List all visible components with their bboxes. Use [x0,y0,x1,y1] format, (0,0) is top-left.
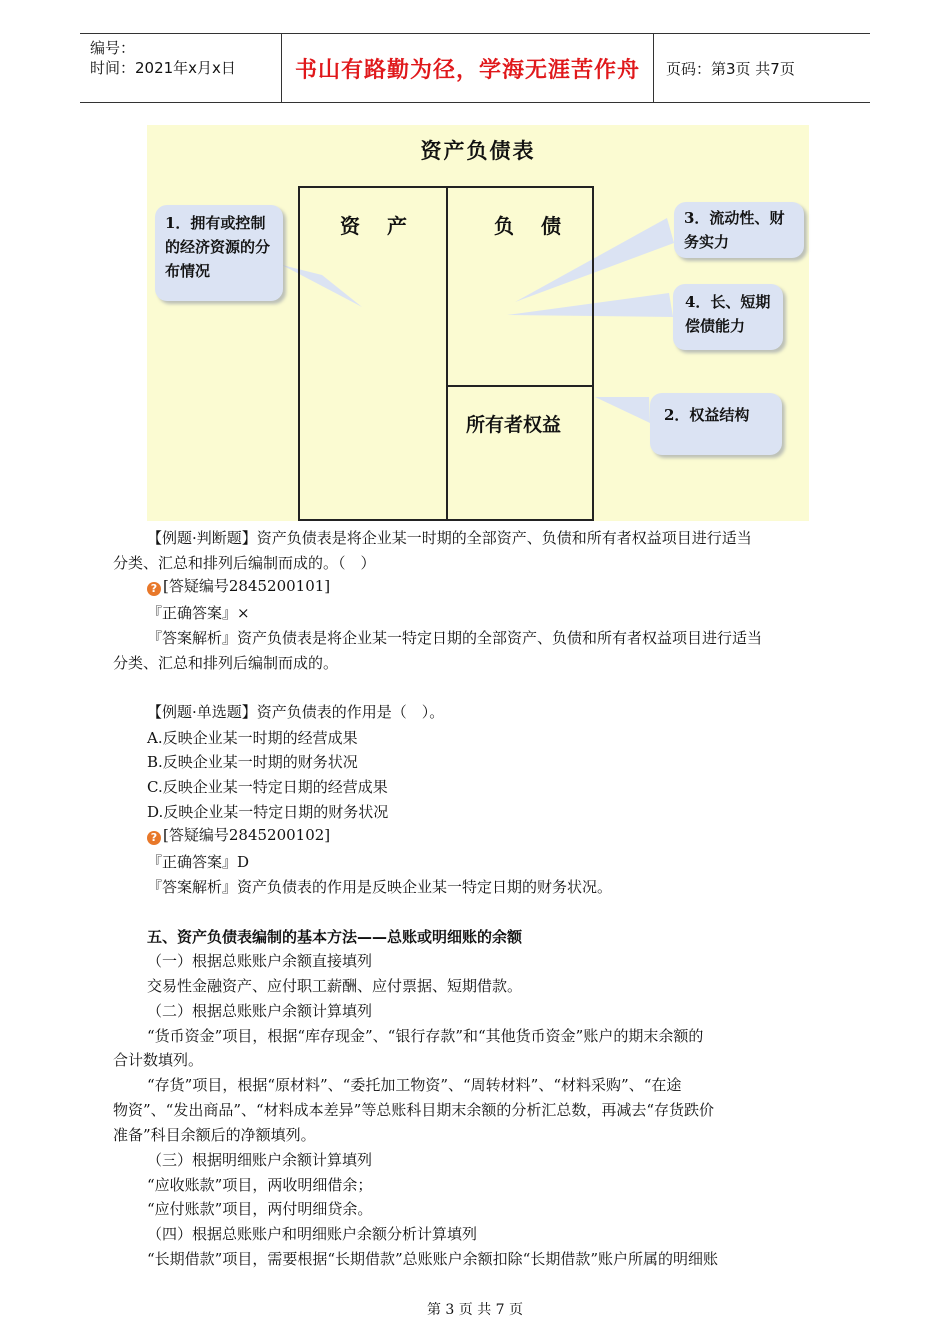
page-header [80,33,870,103]
q2-text: 【例题·单选题】资产负债表的作用是（ ）。 [147,703,445,721]
header-motto: 书山有路勤为径，学海无涯苦作舟 [282,34,654,102]
q2-code[interactable]: [答疑编号2845200102] [163,826,331,844]
subsection-4-line1: “长期借款”项目，需要根据“长期借款”总账账户余额扣除“长期借款”账户所属的明细账 [147,1250,719,1268]
subsection-1-text: 交易性金融资产、应付职工薪酬、应付票据、短期借款。 [147,977,523,995]
callout-2: 2．权益结构 [650,393,782,455]
subsection-2-para2: “存货”项目，根据“原材料”、“委托加工物资”、“周转材料”、“材料采购”、“在途 [147,1076,682,1094]
subsection-1-heading: （一）根据总账账户余额直接填列 [147,952,373,970]
assets-label: 资 产 [340,214,417,238]
subsection-2-para2-cont: 物资”、“发出商品”、“材料成本差异”等总账科目期末余额的分析汇总数，再减去“存货跌价 [113,1101,715,1119]
q2-code-row [147,823,877,848]
callout-4: 4．长、短期偿债能力 [673,284,783,350]
q1-code[interactable]: [答疑编号2845200101] [163,577,331,595]
q2-explanation: 『答案解析』资产负债表的作用是反映企业某一特定日期的财务状况。 [147,878,613,896]
q1-text: 【例题·判断题】资产负债表是将企业某一时期的全部资产、负债和所有者权益项目进行适当 [147,529,752,547]
equity-label: 所有者权益 [466,414,562,436]
subsection-3-line2: “应付账款”项目，两付明细贷余。 [147,1200,373,1218]
document-time-label: 时间：2021年x月x日 [90,59,236,77]
pointer-2 [595,397,650,423]
subsection-3-line1: “应收账款”项目，两收明细借余； [147,1176,373,1194]
q1-explanation: 『答案解析』资产负债表是将企业某一特定日期的全部资产、负债和所有者权益项目进行适当 [147,629,763,647]
divider-vertical [446,188,448,519]
question-icon[interactable]: ? [147,831,161,845]
callout-1: 1．拥有或控制的经济资源的分布情况 [155,205,283,301]
subsection-4-heading: （四）根据总账账户和明细账户余额分析计算填列 [147,1225,478,1243]
q2-option-b: B.反映企业某一时期的财务状况 [147,753,358,771]
balance-sheet-diagram [147,125,809,521]
page-footer: 第 3 页 共 7 页 [426,1302,524,1318]
diagram-title: 资产负债表 [420,138,536,163]
q1-explanation-cont: 分类、汇总和排列后编制而成的。 [113,654,339,672]
subsection-2-para2-end: 准备”科目余额后的净额填列。 [113,1126,316,1144]
q2-answer: 『正确答案』D [147,853,250,871]
q1-code-row [147,574,877,599]
q2-option-d: D.反映企业某一特定日期的财务状况 [147,803,389,821]
callout-3: 3．流动性、财务实力 [674,202,804,258]
q2-option-c: C.反映企业某一特定日期的经营成果 [147,778,388,796]
q2-option-a: A.反映企业某一时期的经营成果 [147,729,358,747]
liabilities-label: 负 债 [494,214,571,238]
subsection-2-para1-cont: 合计数填列。 [113,1051,204,1069]
subsection-2-heading: （二）根据总账账户余额计算填列 [147,1002,373,1020]
header-meta [80,34,282,102]
document-number-label: 编号： [90,39,136,57]
subsection-2-para1: “货币资金”项目，根据“库存现金”、“银行存款”和“其他货币资金”账户的期末余额的 [147,1027,704,1045]
divider-horizontal [446,385,594,387]
q1-text-cont: 分类、汇总和排列后编制而成的。（ ） [113,554,376,572]
q1-answer: 『正确答案』× [147,604,250,622]
balance-sheet-box [298,186,594,521]
question-icon[interactable]: ? [147,582,161,596]
subsection-3-heading: （三）根据明细账户余额计算填列 [147,1151,373,1169]
header-page-code: 页码：第3页 共7页 [666,59,795,78]
section-5-heading: 五、资产负债表编制的基本方法——总账或明细账的余额 [147,928,523,946]
